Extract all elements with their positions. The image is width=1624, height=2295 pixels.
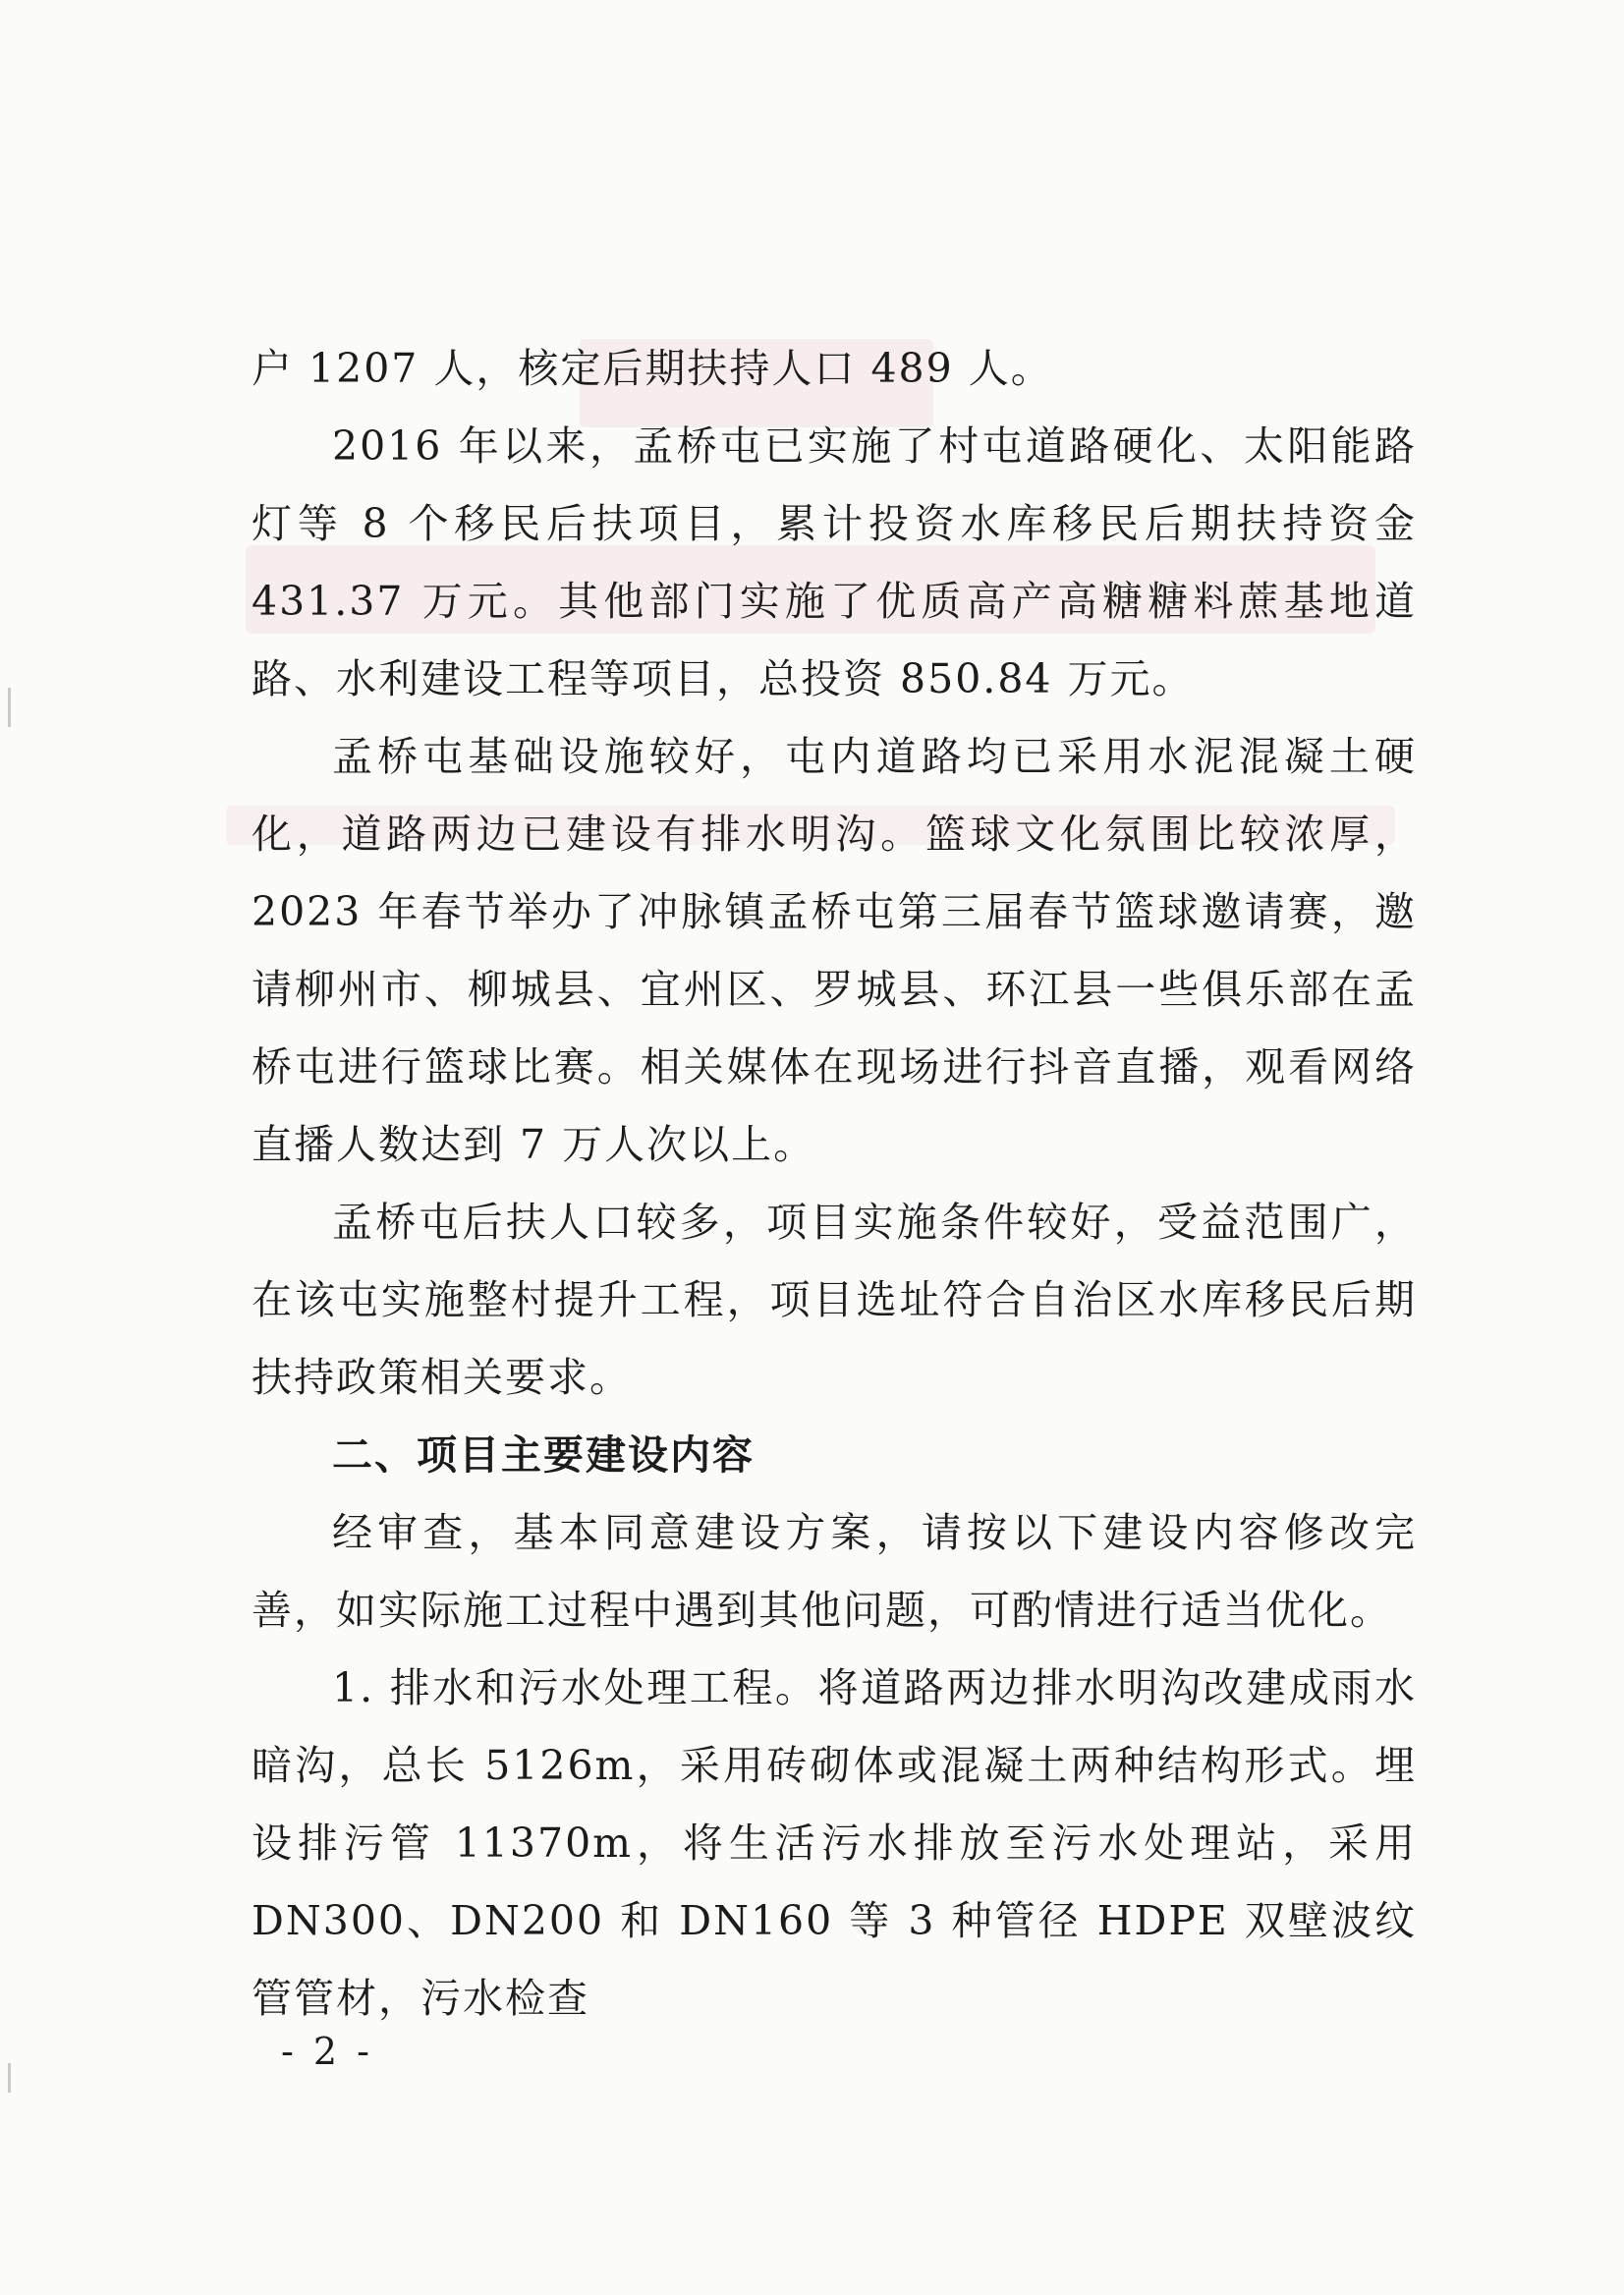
paragraph-infrastructure: 孟桥屯基础设施较好，屯内道路均已采用水泥混凝土硬化，道路两边已建设有排水明沟。篮球文化氛围比较浓厚，2023 年春节举办了冲脉镇孟桥屯第三届春节篮球邀请赛，邀请柳州市、柳城县、宜州区、罗城县、环江县一些俱乐部在孟桥屯进行篮球比赛。相关媒体在现场进行抖音直播，观看网络直播人数达到 7 万人次以上。 [252, 733, 1417, 1168]
paragraph-previous-projects: 2016 年以来，孟桥屯已实施了村屯道路硬化、太阳能路灯等 8 个移民后扶项目，累计投资水库移民后期扶持资金 431.37 万元。其他部门实施了优质高产高糖糖料蔗基地道路、水利建设工程等项目，总投资 850.84 万元。 [252, 422, 1417, 702]
scan-edge-mark [8, 688, 11, 727]
paragraph-site-selection: 孟桥屯后扶人口较多，项目实施条件较好，受益范围广，在该屯实施整村提升工程，项目选址符合自治区水库移民后期扶持政策相关要求。 [252, 1199, 1417, 1401]
page-number: - 2 - [281, 2030, 374, 2073]
section-heading: 二、项目主要建设内容 [332, 1431, 755, 1479]
paragraph-continued: 户 1207 人，核定后期扶持人口 489 人。 [252, 345, 1053, 392]
scan-edge-mark [8, 2063, 11, 2093]
paragraph-drainage: 1. 排水和污水处理工程。将道路两边排水明沟改建成雨水暗沟，总长 5126m，采用砖砌体或混凝土两种结构形式。埋设排污管 11370m，将生活污水排放至污水处理站，采用 DN300、DN200 和 DN160 等 3 种管径 HDPE 双壁波纹管管材，污水检查 [252, 1664, 1417, 2022]
paragraph-review: 经审查，基本同意建设方案，请按以下建设内容修改完善，如实际施工过程中遇到其他问题，可酌情进行适当优化。 [252, 1509, 1417, 1634]
document-body [252, 330, 1417, 2038]
